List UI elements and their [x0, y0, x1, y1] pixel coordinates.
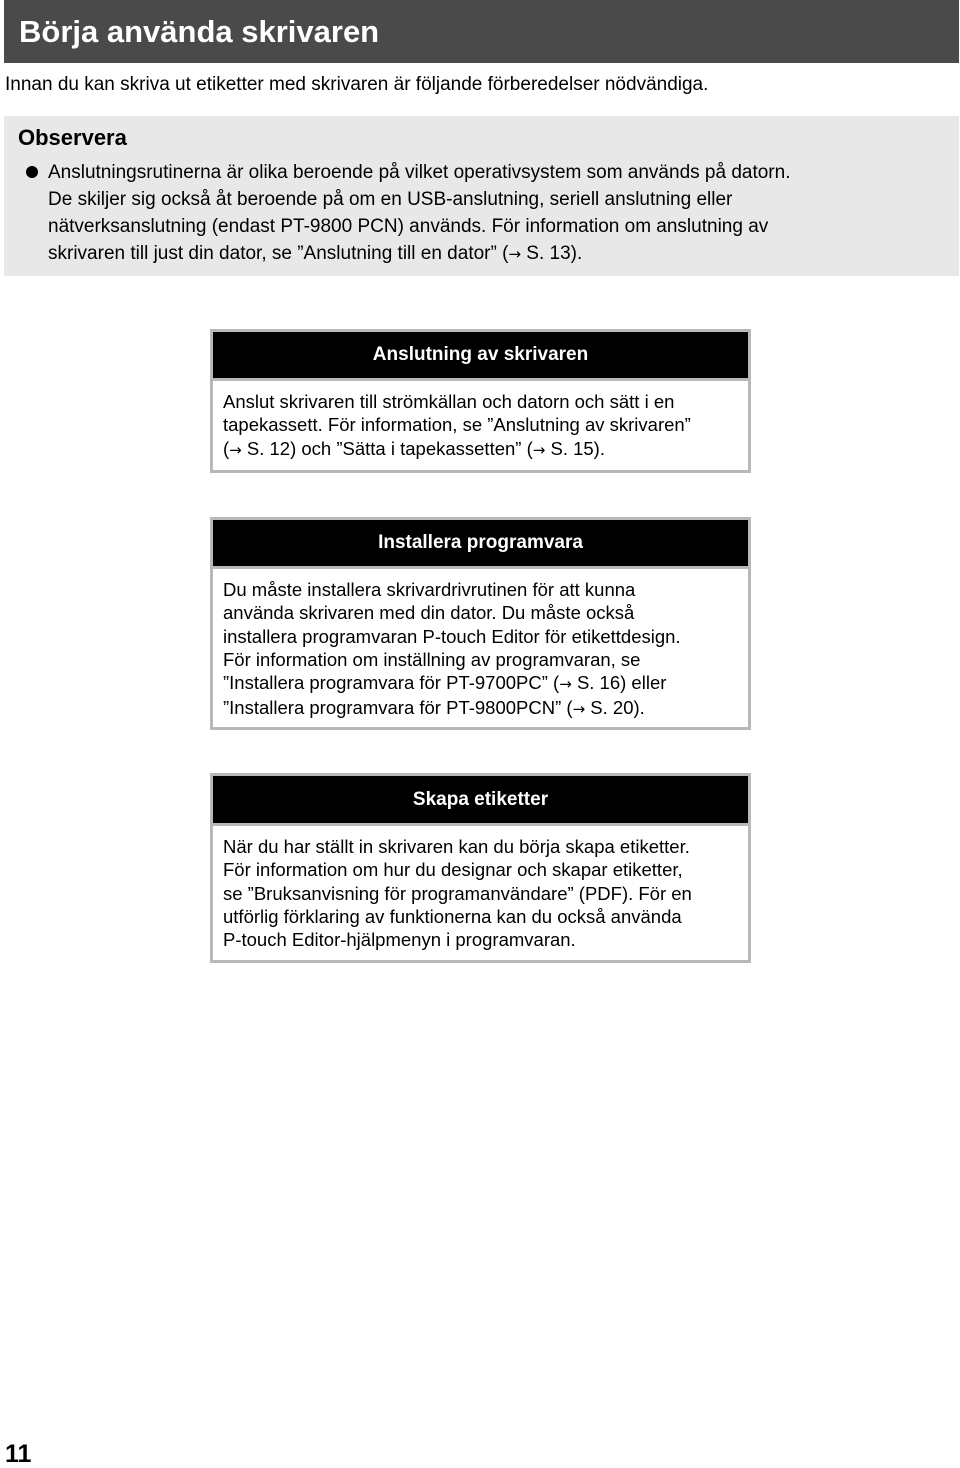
step-line-part: ”Installera programvara för PT-9700PC” ( — [223, 672, 560, 694]
arrow-icon: → — [559, 675, 572, 694]
arrow-icon: → — [572, 700, 586, 719]
arrow-icon: → — [508, 245, 522, 263]
step-line: När du har ställt in skrivaren kan du börja skapa etiketter. — [223, 836, 690, 857]
step-body — [213, 569, 748, 722]
step-line — [223, 696, 738, 721]
note-line: nätverksanslutning (endast PT-9800 PCN) används. För information om anslutning av — [48, 216, 769, 237]
note-line-part: S. 13). — [526, 243, 583, 264]
intro-text: Innan du kan skriva ut etiketter med skrivaren är följande förberedelser nödvändiga. — [5, 74, 709, 95]
step-line-part: S. 20). — [590, 697, 645, 719]
step-heading: Installera programvara — [213, 520, 748, 569]
step-body — [213, 381, 748, 462]
page-number: 11 — [5, 1440, 32, 1468]
step-line: För information om inställning av programvaran, se — [223, 648, 641, 670]
arrow-icon: → — [532, 440, 546, 459]
step-connect-printer — [210, 329, 751, 473]
page-title: Börja använda skrivaren — [19, 14, 380, 49]
bullet-icon — [26, 166, 38, 178]
note-line — [48, 240, 928, 268]
step-line: Du måste installera skrivardrivrutinen för att kunna — [223, 579, 636, 600]
step-line: Anslut skrivaren till strömkällan och datorn och sätt i en — [223, 391, 675, 412]
step-line — [223, 671, 738, 696]
note-line-part: skrivaren till just din dator, se ”Anslutning till en dator” ( — [48, 243, 509, 264]
step-line: För information om hur du designar och skapar etiketter, — [223, 859, 683, 881]
step-line: utförlig förklaring av funktionerna kan du också använda — [223, 905, 682, 927]
step-line-part: S. 16) eller — [576, 672, 667, 694]
step-line: installera programvaran P-touch Editor för etikettdesign. — [223, 625, 681, 647]
note-line: Anslutningsrutinerna är olika beroende på vilket operativsystem som används på datorn. — [48, 162, 791, 183]
step-line-part: ”Installera programvara för PT-9800PCN” ( — [223, 697, 573, 719]
page-title-bar — [4, 0, 959, 63]
step-line-part: S. 12) och ”Sätta i tapekassetten” ( — [246, 437, 533, 459]
arrow-icon: → — [229, 440, 242, 459]
step-install-software — [210, 517, 751, 730]
note-heading: Observera — [18, 125, 127, 150]
step-create-labels — [210, 773, 751, 963]
step-body — [213, 826, 748, 951]
step-line — [223, 437, 738, 462]
step-line: P-touch Editor-hjälpmenyn i programvaran. — [223, 929, 576, 951]
step-line-part: ( — [223, 437, 230, 459]
step-line: använda skrivaren med din dator. Du måste också — [223, 602, 635, 624]
step-line: tapekassett. För information, se ”Anslutning av skrivaren” — [223, 414, 691, 436]
note-line: De skiljer sig också åt beroende på om en USB-anslutning, seriell anslutning eller — [48, 189, 733, 210]
step-line-part: S. 15). — [550, 437, 605, 459]
note-text — [48, 159, 928, 268]
step-line: se ”Bruksanvisning för programanvändare” (PDF). För en — [223, 882, 692, 904]
step-heading: Anslutning av skrivaren — [213, 332, 748, 381]
step-heading: Skapa etiketter — [213, 776, 748, 826]
note-box — [4, 116, 959, 276]
